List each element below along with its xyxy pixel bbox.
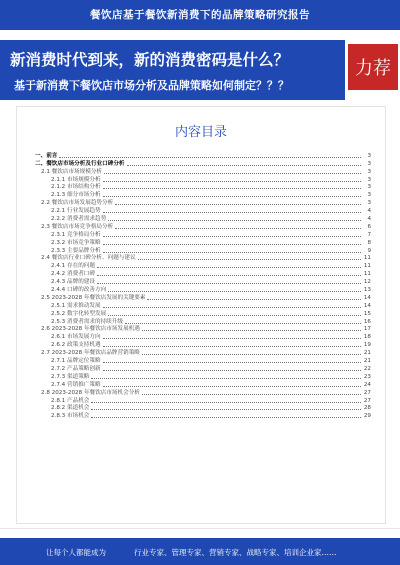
toc-entry-page: 9 [367,247,371,254]
toc-entry[interactable] [35,183,371,191]
toc-leader-dots [142,394,361,395]
toc-entry[interactable] [35,317,371,325]
toc-entry-page: 3 [367,152,371,159]
toc-entry[interactable] [35,198,371,206]
toc-entry-label: 2.5.1 需求推动发展 [51,302,101,309]
toc-entry-label: 2.3.3 主要品牌分析 [51,247,101,254]
toc-entry[interactable] [35,364,371,372]
toc-leader-dots [103,236,361,237]
toc-entry[interactable] [35,261,371,269]
toc-entry-label: 2.3 餐饮店市场竞争格局分析 [41,223,114,230]
toc-leader-dots [108,220,361,221]
toc-entry-label: 2.2.2 消费者需求趋势 [51,216,107,223]
toc-entry-page: 27 [363,397,371,404]
toc-leader-dots [103,362,361,363]
slogan-left: 让每个人都能成为 [46,548,106,557]
toc-leader-dots [125,323,361,324]
toc-entry[interactable] [35,230,371,238]
toc-entry[interactable] [35,404,371,412]
toc-leader-dots [103,252,361,253]
toc-entry[interactable] [35,293,371,301]
toc-leader-dots [142,330,361,331]
toc-leader-dots [103,196,361,197]
toc-entry-label: 二、餐饮店市场分析及行业口碑分析 [35,160,125,167]
toc-entry-page: 29 [363,413,371,420]
toc-leader-dots [142,354,361,355]
toc-leader-dots [103,181,361,182]
toc-entry-label: 一、前言 [35,152,58,159]
toc-entry[interactable] [35,167,371,175]
toc-entry-page: 13 [363,287,371,294]
toc-entry-page: 6 [367,223,371,230]
toc-entry[interactable] [35,309,371,317]
toc-entry[interactable] [35,190,371,198]
toc-entry[interactable] [35,380,371,388]
toc-entry-label: 2.6.2 政策支持机遇 [51,342,101,349]
toc-leader-dots [91,417,361,418]
toc-entry[interactable] [35,159,371,167]
recommend-badge: 力荐 [348,44,398,90]
toc-entry-page: 3 [367,192,371,199]
toc-leader-dots [97,283,361,284]
toc-leader-dots [103,212,361,213]
toc-leader-dots [108,291,361,292]
toc-entry[interactable] [35,372,371,380]
toc-entry-label: 2.5.2 数字化转型发展 [51,310,107,317]
toc-entry[interactable] [35,175,371,183]
toc-entry[interactable] [35,206,371,214]
toc-entry-label: 2.7.4 营销推广策略 [51,381,101,388]
toc-entry-page: 22 [363,365,371,372]
toc-title: 内容目录 [174,125,227,140]
top-title-bar [0,0,400,30]
toc-entry-label: 2.7.1 品牌定位策略 [51,358,101,365]
toc-entry-page: 3 [367,176,371,183]
toc-entry[interactable] [35,222,371,230]
toc-entry-label: 2.6.1 市场发展方向 [51,334,101,341]
toc-entry-page: 16 [363,318,371,325]
toc-entry-label: 2.7.3 渠道策略 [51,373,90,380]
toc-entry-page: 14 [363,302,371,309]
toc-entry[interactable] [35,238,371,246]
toc-leader-dots [147,299,361,300]
toc-entry[interactable] [35,285,371,293]
divider [0,528,400,529]
toc-entry-label: 2.4.4 口碑的改善方向 [51,287,107,294]
toc-entry-page: 8 [367,239,371,246]
toc-entry-page: 3 [367,160,371,167]
toc-entry-page: 21 [363,350,371,357]
toc-entry-label: 2.2.1 行业发展趋势 [51,208,101,215]
toc-entry-label: 2.5.3 消费者需求的持续升级 [51,318,123,325]
toc-entry-label: 2.8.2 渠道机会 [51,405,90,412]
toc-entry-page: 7 [367,231,371,238]
toc-leader-dots [108,315,361,316]
toc-entry[interactable] [35,246,371,254]
toc-entry-label: 2.4.3 品牌的建设 [51,279,95,286]
toc-leader-dots [103,338,361,339]
toc-leader-dots [103,307,361,308]
toc-entry-page: 4 [367,216,371,223]
toc-entry-label: 2.3.1 竞争格局分析 [51,231,101,238]
toc-entry-page: 23 [363,373,371,380]
toc-entry-label: 2.4.2 消费者口碑 [51,271,95,278]
toc-entry-label: 2.4.1 存在的问题 [51,263,95,270]
subheadline: 基于新消费下餐饮店市场分析及品牌策略如何制定？？？ [14,79,289,92]
toc-entry[interactable] [35,396,371,404]
toc-entry-page: 14 [363,294,371,301]
toc-leader-dots [103,386,361,387]
toc-leader-dots [115,204,361,205]
toc-entry[interactable] [35,411,371,419]
toc-entry-page: 28 [363,405,371,412]
toc-entry[interactable] [35,151,371,159]
report-title: 餐饮店基于餐饮新消费下的品牌策略研究报告 [90,9,310,21]
toc-leader-dots [91,402,361,403]
toc-entry-page: 19 [363,342,371,349]
toc-entry[interactable] [35,356,371,364]
toc-leader-dots [103,188,361,189]
toc-entry-label: 2.1.1 市场规模分析 [51,176,101,183]
toc-leader-dots [97,267,361,268]
toc-leader-dots [138,259,361,260]
toc-entry[interactable] [35,214,371,222]
toc-entry-label: 2.1 餐饮店市场规模分析 [41,168,103,175]
toc-entry-label: 2.1.2 市场结构分析 [51,184,101,191]
toc-entry-label: 2.8.3 市场机会 [51,413,90,420]
toc-entry-page: 12 [363,279,371,286]
toc-entry-label: 2.7.2 产品策略创新 [51,365,101,372]
toc-entry-page: 24 [363,381,371,388]
toc-entry-page: 11 [363,255,371,262]
toc-entry-label: 2.5 2023-2028 年餐饮店发展的关键要素 [41,294,146,301]
toc-entry-page: 11 [363,271,371,278]
toc-entry[interactable] [35,301,371,309]
toc-leader-dots [127,165,361,166]
toc-entry-page: 15 [363,310,371,317]
toc-entry-page: 27 [363,389,371,396]
toc-entry-page: 17 [363,326,371,333]
toc-entry[interactable] [35,277,371,285]
toc-entry-label: 2.2 餐饮店市场发展趋势分析 [41,200,114,207]
toc-entry-page: 18 [363,334,371,341]
toc-entry[interactable] [35,269,371,277]
toc-entry-page: 3 [367,168,371,175]
headline: 新消费时代到来，新的消费密码是什么？ [10,51,290,69]
toc-leader-dots [91,378,361,379]
toc-leader-dots [115,228,361,229]
toc-entry-label: 2.3.2 市场竞争策略 [51,239,101,246]
toc-entry-label: 2.1.3 细分市场分析 [51,192,101,199]
toc-leader-dots [97,275,361,276]
toc-entry-page: 11 [363,263,371,270]
toc-entry[interactable] [35,388,371,396]
table-of-contents [35,151,371,419]
toc-entry[interactable] [35,325,371,333]
toc-entry[interactable] [35,254,371,262]
toc-leader-dots [103,244,361,245]
toc-entry-page: 3 [367,200,371,207]
toc-leader-dots [103,346,361,347]
toc-entry-label: 2.7 2023-2028 年餐饮店品牌营销策略 [41,350,140,357]
toc-entry-page: 4 [367,208,371,215]
toc-leader-dots [103,370,361,371]
toc-entry-label: 2.4 餐饮店行业口碑分析、问题与建议 [41,255,136,262]
slogan-right: 行业专家、管理专家、营销专家、战略专家、培训企业家…… [134,548,337,557]
toc-entry[interactable] [35,332,371,340]
toc-entry-label: 2.6 2023-2028 年餐饮店市场发展机遇 [41,326,140,333]
bottom-bar [0,538,400,565]
toc-entry-page: 21 [363,358,371,365]
toc-leader-dots [59,157,361,158]
toc-leader-dots [104,173,361,174]
toc-leader-dots [91,409,361,410]
toc-entry-page: 3 [367,184,371,191]
toc-entry[interactable] [35,348,371,356]
document-page [16,106,386,524]
toc-entry-label: 2.8 2023-2028 年餐饮店市场机会分析 [41,389,140,396]
toc-entry-label: 2.8.1 产品机会 [51,397,90,404]
toc-entry[interactable] [35,340,371,348]
